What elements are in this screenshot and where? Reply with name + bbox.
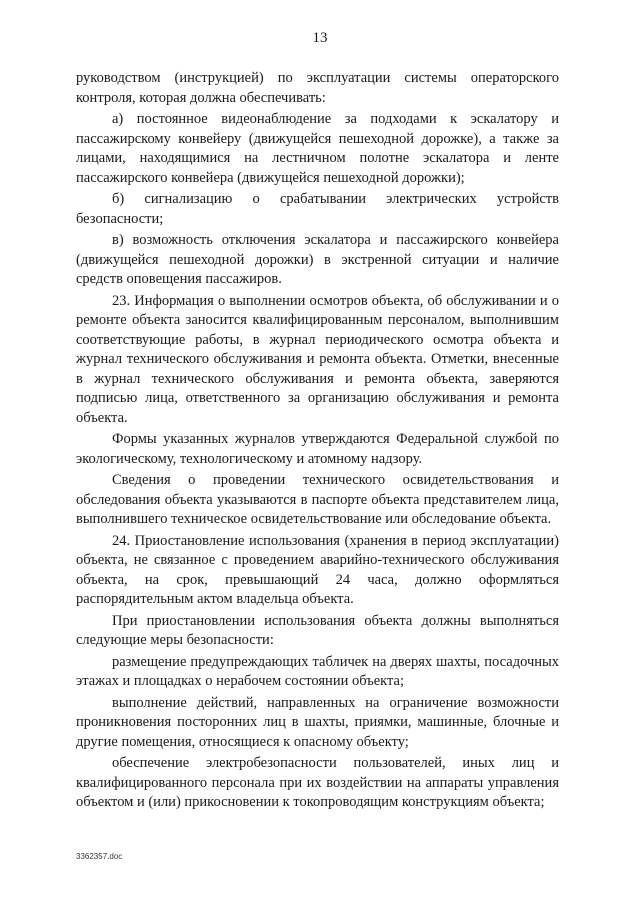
paragraph: Сведения о проведении технического освидетельствования и обследования объекта указываются в паспорте объекта представителем лица, выполнившего техническое освидетельствование или обследование объекта.: [76, 472, 559, 527]
paragraph: Формы указанных журналов утверждаются Федеральной службой по экологическому, технологическому и атомному надзору.: [76, 431, 559, 467]
paragraph: При приостановлении использования объекта должны выполняться следующие меры безопасности:: [76, 612, 559, 648]
paragraph: руководством (инструкцией) по эксплуатации системы операторского контроля, которая должна обеспечивать:: [76, 70, 559, 106]
paragraph: размещение предупреждающих табличек на дверях шахты, посадочных этажах и площадках о нерабочем состоянии объекта;: [76, 653, 559, 689]
paragraph: 24. Приостановление использования (хранения в период эксплуатации) объекта, не связанное с проведением аварийно-технического обслуживания объекта, на срок, превышающий 24 часа, должно оформляться распорядительным актом владельца объекта.: [76, 532, 559, 607]
paragraph: в) возможность отключения эскалатора и пассажирского конвейера (движущейся пешеходной дорожки) в экстренной ситуации и наличие средств оповещения пассажиров.: [76, 232, 559, 287]
page-number: 13: [312, 30, 328, 46]
paragraph: а) постоянное видеонаблюдение за подходами к эскалатору и пассажирскому конвейеру (движущейся пешеходной дорожке), а также за лицами, находящимися на лестничном полотне эскалатора и ленте пассажирского конвейера (движущейся пешеходной дорожки);: [76, 111, 559, 186]
document-body: [76, 69, 559, 815]
file-name-footer: 3362357.doc: [76, 852, 123, 861]
paragraph: обеспечение электробезопасности пользователей, иных лиц и квалифицированного персонала при их воздействии на аппараты управления объектом и (или) прикосновении к токопроводящим конструкциям объекта;: [76, 755, 559, 810]
paragraph: б) сигнализацию о срабатывании электрических устройств безопасности;: [76, 191, 559, 227]
paragraph: 23. Информация о выполнении осмотров объекта, об обслуживании и о ремонте объекта заносится квалифицированным персоналом, выполнившим соответствующие работы, в журнал периодического осмотра объекта и журнал технического обслуживания и ремонта объекта. Отметки, внесенные в журнал технического обслуживания и ремонта объекта, заверяются подписью лица, ответственного за организацию обслуживания и ремонта объекта.: [76, 292, 559, 426]
paragraph: выполнение действий, направленных на ограничение возможности проникновения посторонних лиц в шахты, приямки, машинные, блочные и другие помещения, относящиеся к опасному объекту;: [76, 694, 559, 750]
